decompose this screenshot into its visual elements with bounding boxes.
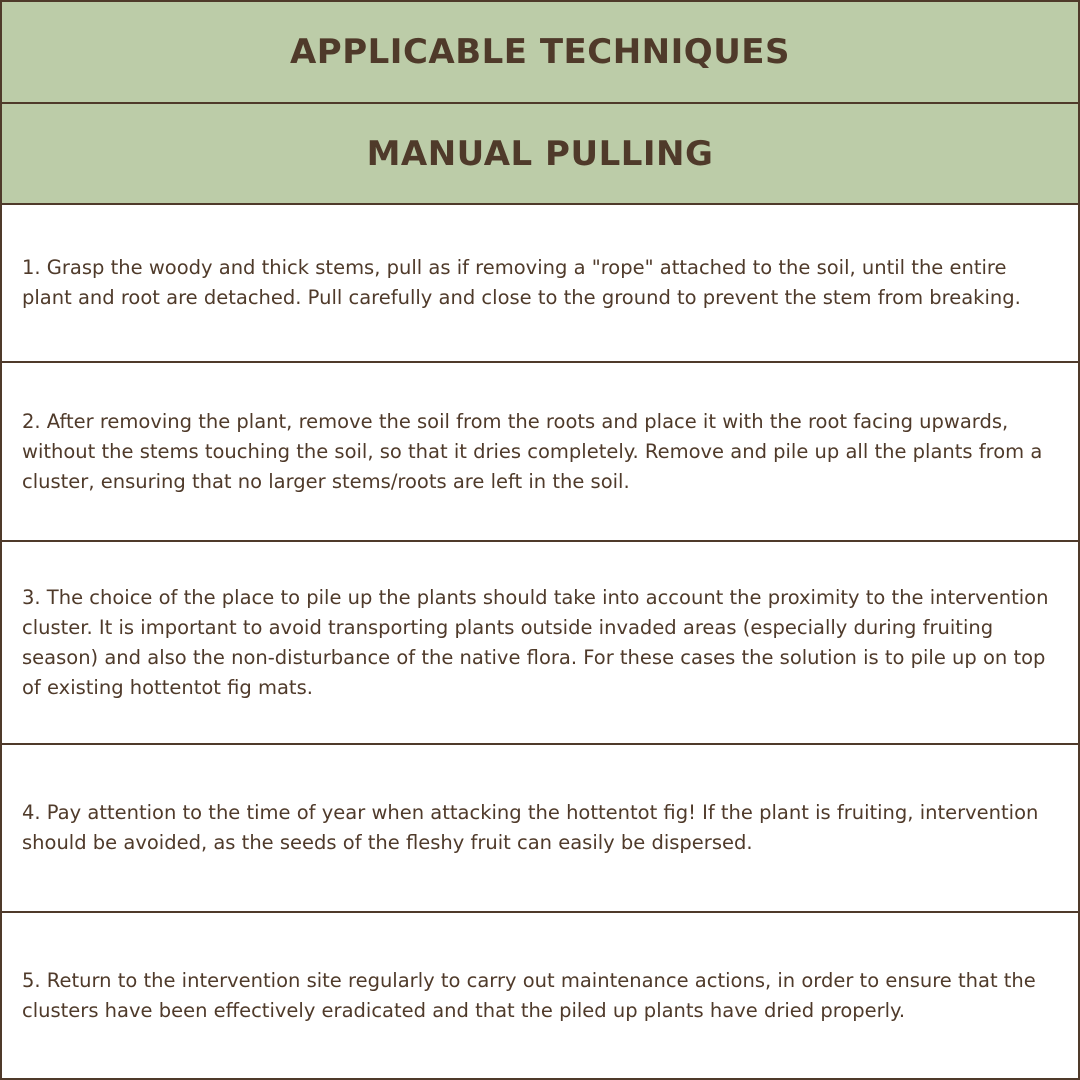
step-5: 5. Return to the intervention site regularly to carry out maintenance actions, in order to ensure that the clusters have been effectively eradicated and that the piled up plants have dried properly. <box>2 913 1078 1078</box>
section-title: MANUAL PULLING <box>2 104 1078 203</box>
step-3: 3. The choice of the place to pile up the plants should take into account the proximity to the intervention cluster. It is important to avoid transporting plants outside invaded areas (especially during fruiting season) and also the non-disturbance of the native flora. For these cases the solution is to pile up on top of existing hottentot fig mats. <box>2 542 1078 743</box>
step-2: 2. After removing the plant, remove the soil from the roots and place it with the root facing upwards, without the stems touching the soil, so that it dries completely. Remove and pile up all the plants from a cluster, ensuring that no larger stems/roots are left in the soil. <box>2 363 1078 540</box>
step-1: 1. Grasp the woody and thick stems, pull as if removing a "rope" attached to the soil, until the entire plant and root are detached. Pull carefully and close to the ground to prevent the stem from breaking. <box>2 205 1078 361</box>
table-title: APPLICABLE TECHNIQUES <box>2 2 1078 102</box>
step-4: 4. Pay attention to the time of year when attacking the hottentot fig! If the plant is fruiting, intervention should be avoided, as the seeds of the fleshy fruit can easily be dispersed. <box>2 745 1078 911</box>
